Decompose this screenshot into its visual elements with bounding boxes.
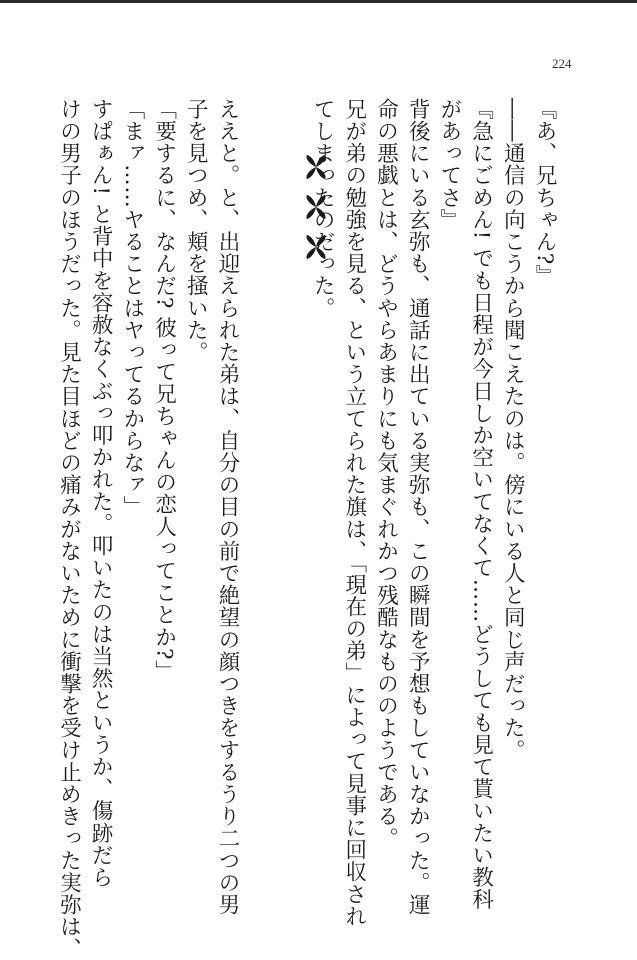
text-line: 背後にいる玄弥も、通話に出ている実弥も、この瞬間を予想もしていなかった。運 [405,98,431,916]
text-line: けの男子のほうだった。見た目ほどの痛みがないために衝撃を受け止めきった実弥は、 [56,98,82,960]
text-line: 「要するに、なんだ? 彼って兄ちゃんの恋人ってことか?」 [151,98,177,683]
section-break-spacer [275,98,307,888]
text-line: 『急にごめん! でも日程が今日しか空いてなくて……どうしても見て貰いたい教科 [468,98,494,911]
ornament-mark-1 [306,155,325,179]
text-line: 子を見つめ、頬を掻いた。 [183,98,209,364]
section-break-spacer [243,98,275,888]
text-line: 兄が弟の勉強を見る、という立てられた旗は、「現在の弟」によって見事に回収され [341,98,367,928]
text-line: ――通信の向こうから聞こえたのは。傍にいる人と同じ声だった。 [500,98,526,761]
text-line: 「まァ……ヤることはヤってるからなァ」 [119,98,145,518]
top-border [0,0,637,3]
section-break-ornament [303,152,329,262]
page-number: 224 [552,56,572,71]
text-line: すぱぁん! と背中を容赦なくぶっ叩かれた。叩いたのは当然というか、傷跡だら [88,98,114,889]
ornament-mark-3 [306,235,325,259]
text-line: があってさ』 [436,98,462,231]
ornament-mark-2 [306,195,325,219]
text-line: 命の悪戯とは、どうやらあまりにも気まぐれかつ残酷なもののようである。 [373,98,399,850]
text-line: ええと。と、出迎えられた弟は、自分の目の前で絶望の顔つきをするうり二つの男 [214,98,240,916]
text-line: てしまったのだった。 [310,98,336,319]
text-line: 『あ、兄ちゃん?』 [532,98,557,287]
